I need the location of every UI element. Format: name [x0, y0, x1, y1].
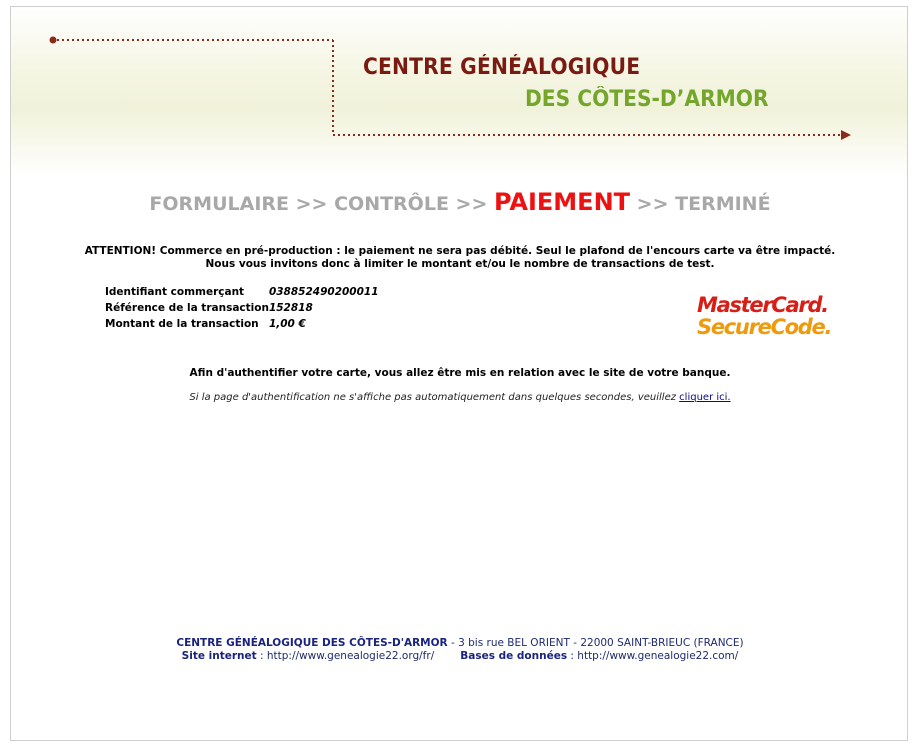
footer-line1	[11, 637, 909, 650]
step-paiement-active: PAIEMENT	[494, 188, 631, 216]
transaction-amount-label: Montant de la transaction	[105, 318, 259, 330]
step-separator: >>	[455, 193, 488, 215]
step-termine: TERMINÉ	[675, 193, 771, 215]
footer-line2	[11, 650, 909, 663]
redirect-note-text: Si la page d'authentification ne s'affiche pas automatiquement dans quelques secondes, veuillez	[189, 392, 676, 403]
warning-line2: Nous vous invitons donc à limiter le montant et/ou le nombre de transactions de test.	[205, 258, 715, 270]
step-controle: CONTRÔLE	[334, 193, 449, 215]
footer-sep: :	[567, 650, 578, 662]
footer-site-url[interactable]: http://www.genealogie22.org/fr/	[266, 650, 435, 662]
site-footer	[11, 637, 909, 663]
transaction-ref-value: 152818	[268, 302, 313, 314]
table-row	[105, 284, 379, 300]
warning-line1: ATTENTION! Commerce en pré-production : le paiement ne sera pas débité. Seul le plafond de l'encours carte va être impacté.	[84, 245, 836, 257]
page-frame	[10, 6, 908, 741]
step-separator: >>	[295, 193, 328, 215]
merchant-id-label: Identifiant commerçant	[105, 286, 245, 298]
footer-site-label: Site internet	[181, 650, 257, 662]
arrow-start-dot	[50, 37, 57, 44]
mastercard-securecode-logo	[697, 294, 831, 338]
auth-message: Afin d'authentifier votre carte, vous allez être mis en relation avec le site de votre banque.	[189, 367, 731, 379]
table-row	[105, 316, 379, 332]
footer-address: - 3 bis rue BEL ORIENT - 22000 SAINT-BRIEUC (FRANCE)	[447, 637, 744, 649]
site-title-line2: DES CÔTES-D’ARMOR	[525, 87, 769, 112]
step-separator: >>	[636, 193, 669, 215]
merchant-id-value: 038852490200011	[268, 286, 379, 298]
transaction-details	[105, 284, 379, 332]
table-row	[105, 300, 379, 316]
transaction-amount-value: 1,00 €	[268, 318, 306, 330]
site-title-line1: CENTRE GÉNÉALOGIQUE	[363, 55, 641, 80]
footer-sep: :	[256, 650, 267, 662]
footer-db-label: Bases de données	[460, 650, 568, 662]
step-formulaire: FORMULAIRE	[149, 193, 289, 215]
footer-db-url[interactable]: http://www.genealogie22.com/	[577, 650, 739, 662]
header-dotted-arrow-graphic	[11, 7, 907, 177]
securecode-logo-text: SecureCode.	[697, 315, 832, 339]
checkout-steps	[11, 188, 909, 216]
redirect-note	[11, 392, 909, 403]
transaction-ref-label: Référence de la transaction	[105, 302, 269, 314]
preproduction-warning	[11, 245, 909, 271]
click-here-link[interactable]: cliquer ici.	[679, 392, 731, 403]
footer-org-name: CENTRE GÉNÉALOGIQUE DES CÔTES-D'ARMOR	[176, 637, 448, 649]
arrow-head-icon	[841, 130, 851, 140]
site-header	[11, 7, 907, 177]
mastercard-logo-text: MasterCard.	[697, 293, 828, 317]
